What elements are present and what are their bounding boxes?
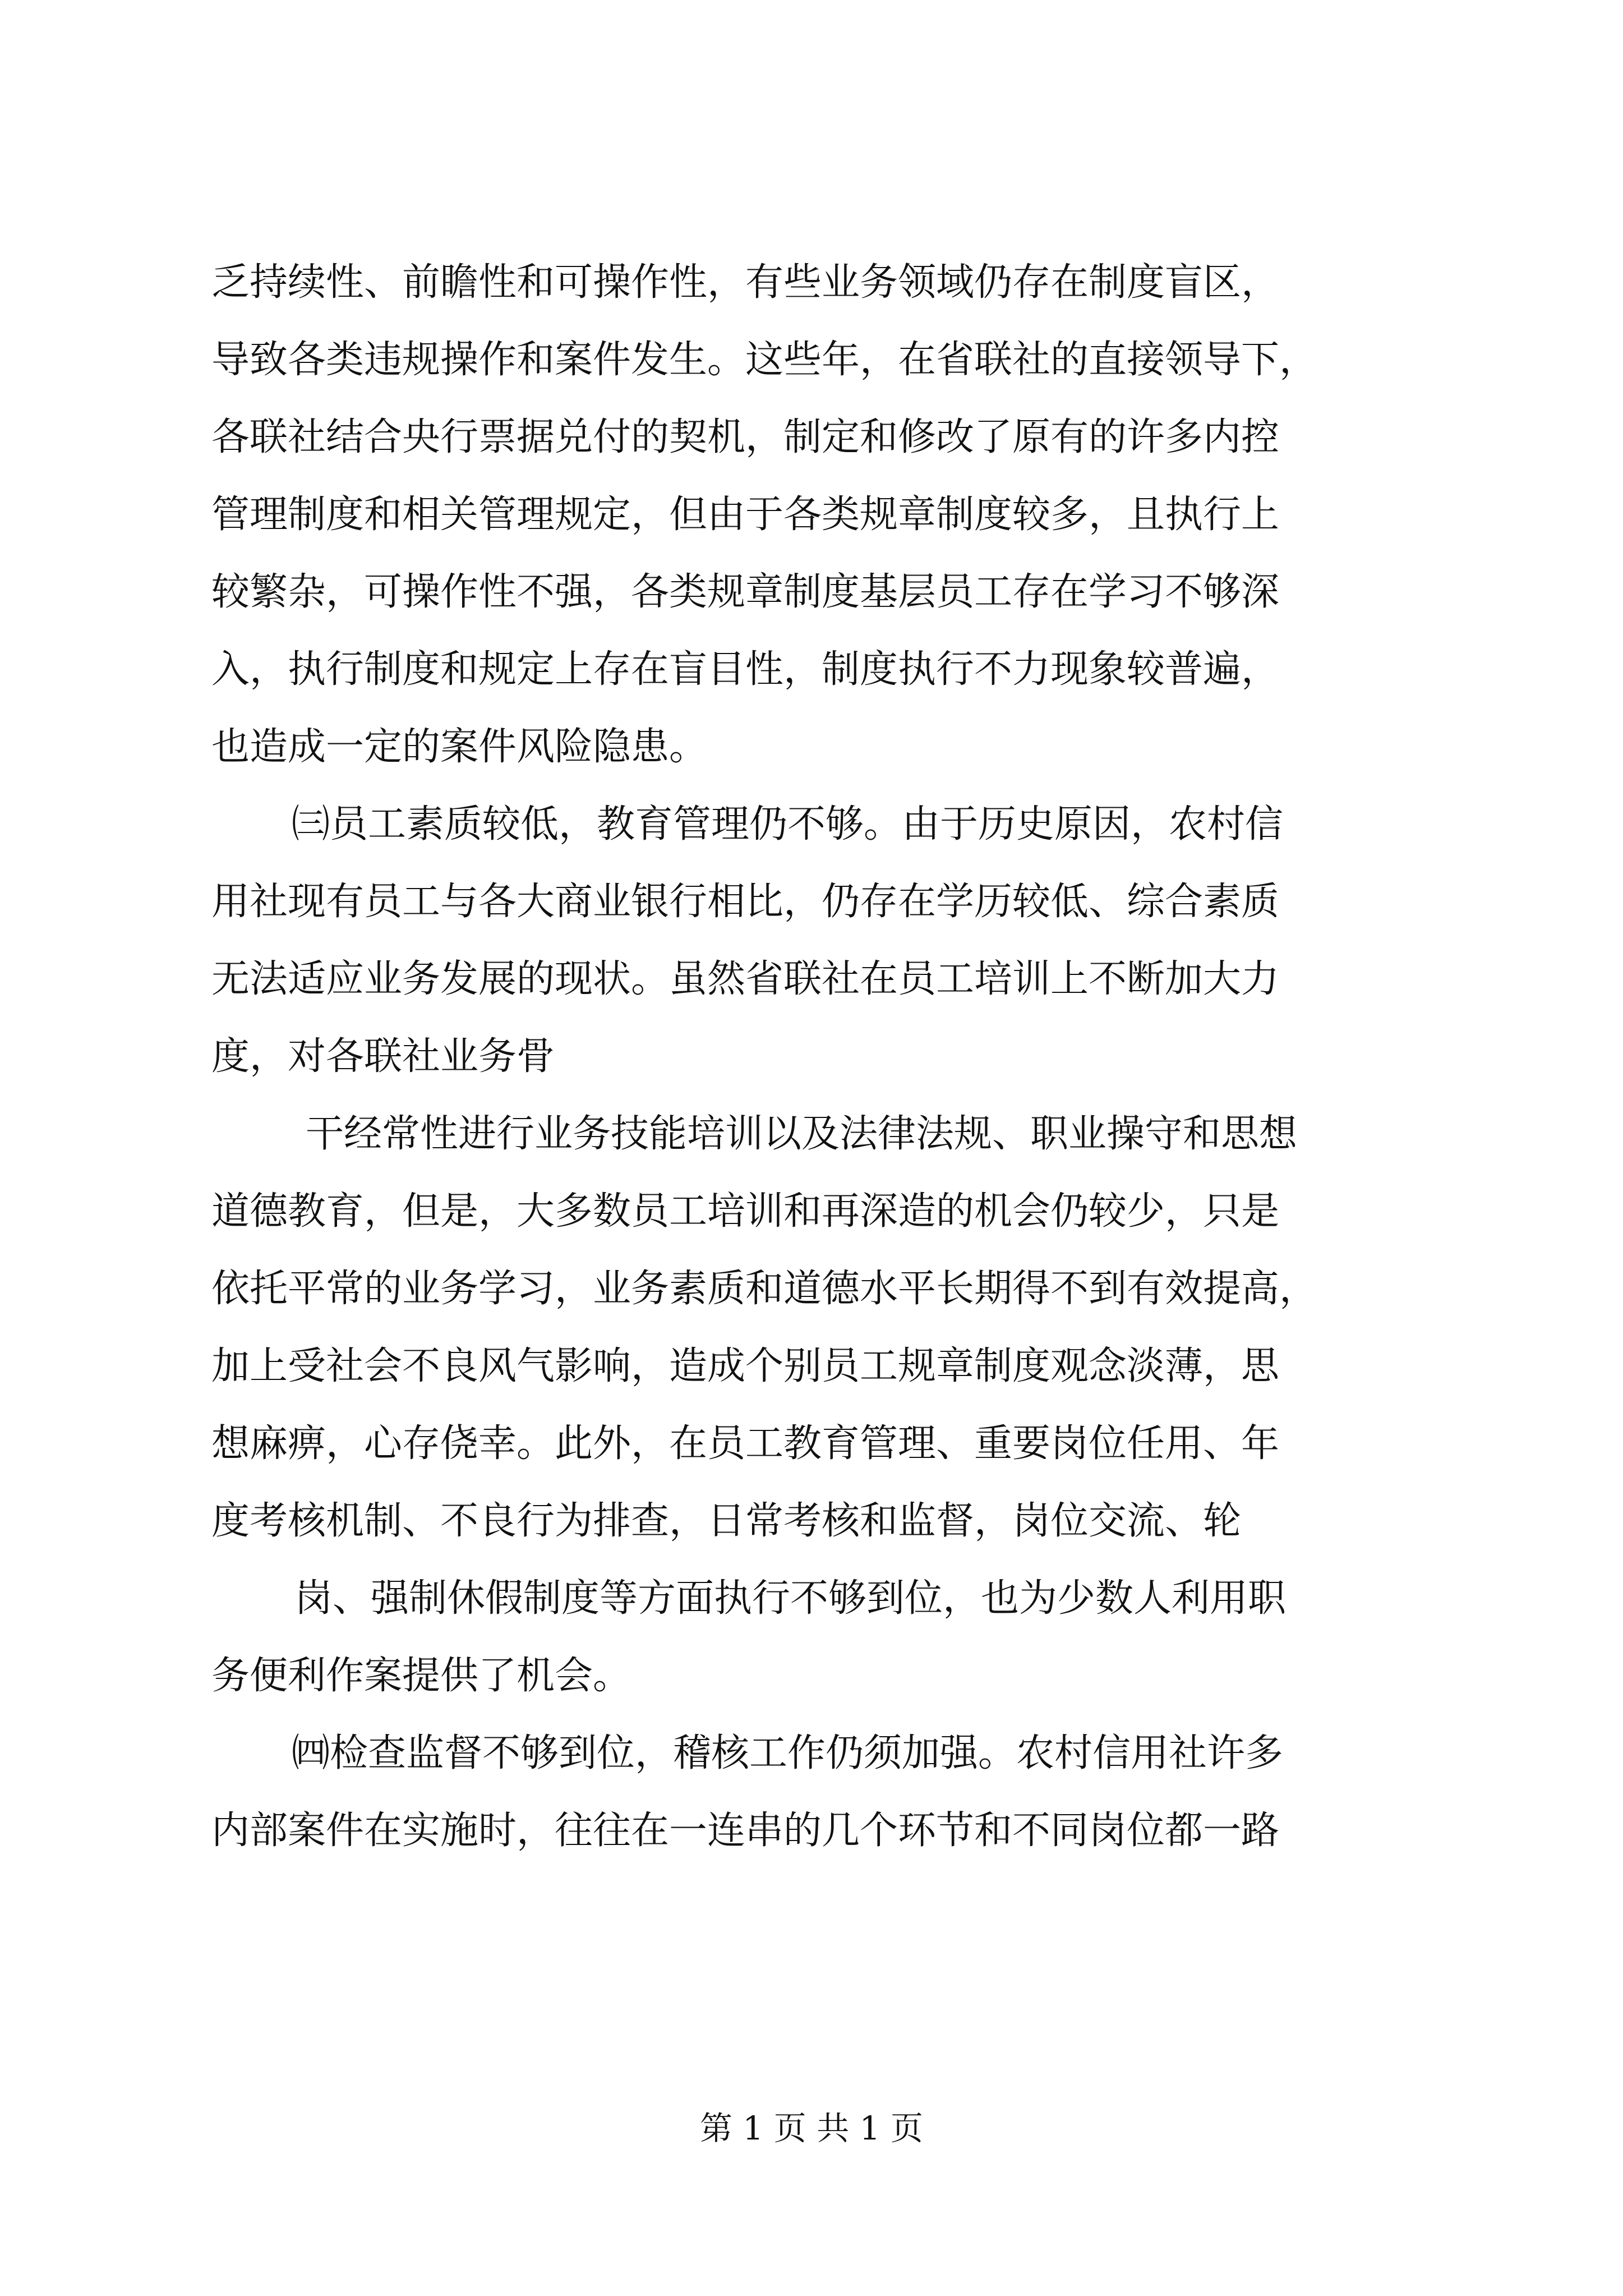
text-line: 乏持续性、前瞻性和可操作性，有些业务领域仍存在制度盲区， [211, 260, 1280, 305]
text-line: 务便利作案提供了机会。 [211, 1654, 631, 1698]
text-line: 依托平常的业务学习，业务素质和道德水平长期得不到有效提高， [211, 1267, 1318, 1311]
text-line: 导致各类违规操作和案件发生。这些年，在省联社的直接领导下， [211, 338, 1318, 382]
paragraph-heading: ㈢员工素质较低，教育管理仍不够。由于历史原因，农村信 [292, 802, 1284, 846]
text-line: 岗、强制休假制度等方面执行不够到位，也为少数人利用职 [294, 1576, 1287, 1621]
text-line: 各联社结合央行票据兑付的契机，制定和修改了原有的许多内控 [211, 415, 1280, 459]
page-footer: 第 1 页 共 1 页 [700, 2109, 923, 2147]
text-line: 度考核机制、不良行为排查，日常考核和监督，岗位交流、轮 [211, 1499, 1242, 1543]
text-line: 加上受社会不良风气影响，造成个别员工规章制度观念淡薄，思 [211, 1344, 1280, 1388]
text-line: 道德教育，但是，大多数员工培训和再深造的机会仍较少，只是 [211, 1189, 1280, 1234]
text-line: 管理制度和相关管理规定，但由于各类规章制度较多，且执行上 [211, 493, 1280, 537]
text-line: 干经常性进行业务技能培训以及法律法规、职业操守和思想 [306, 1112, 1298, 1156]
text-line: 较繁杂，可操作性不强，各类规章制度基层员工存在学习不够深 [211, 570, 1280, 614]
text-line: 入，执行制度和规定上存在盲目性，制度执行不力现象较普遍， [211, 647, 1280, 692]
paragraph-heading: ㈣检查监督不够到位，稽核工作仍须加强。农村信用社许多 [292, 1731, 1284, 1775]
text-line: 度，对各联社业务骨 [211, 1034, 555, 1079]
text-line: 无法适应业务发展的现状。虽然省联社在员工培训上不断加大力 [211, 957, 1280, 1001]
text-line: 内部案件在实施时，往往在一连串的几个环节和不同岗位都一路 [211, 1809, 1280, 1853]
text-line: 想麻痹，心存侥幸。此外，在员工教育管理、重要岗位任用、年 [211, 1421, 1280, 1466]
text-line: 也造成一定的案件风险隐患。 [211, 725, 708, 769]
text-line: 用社现有员工与各大商业银行相比，仍存在学历较低、综合素质 [211, 880, 1280, 924]
